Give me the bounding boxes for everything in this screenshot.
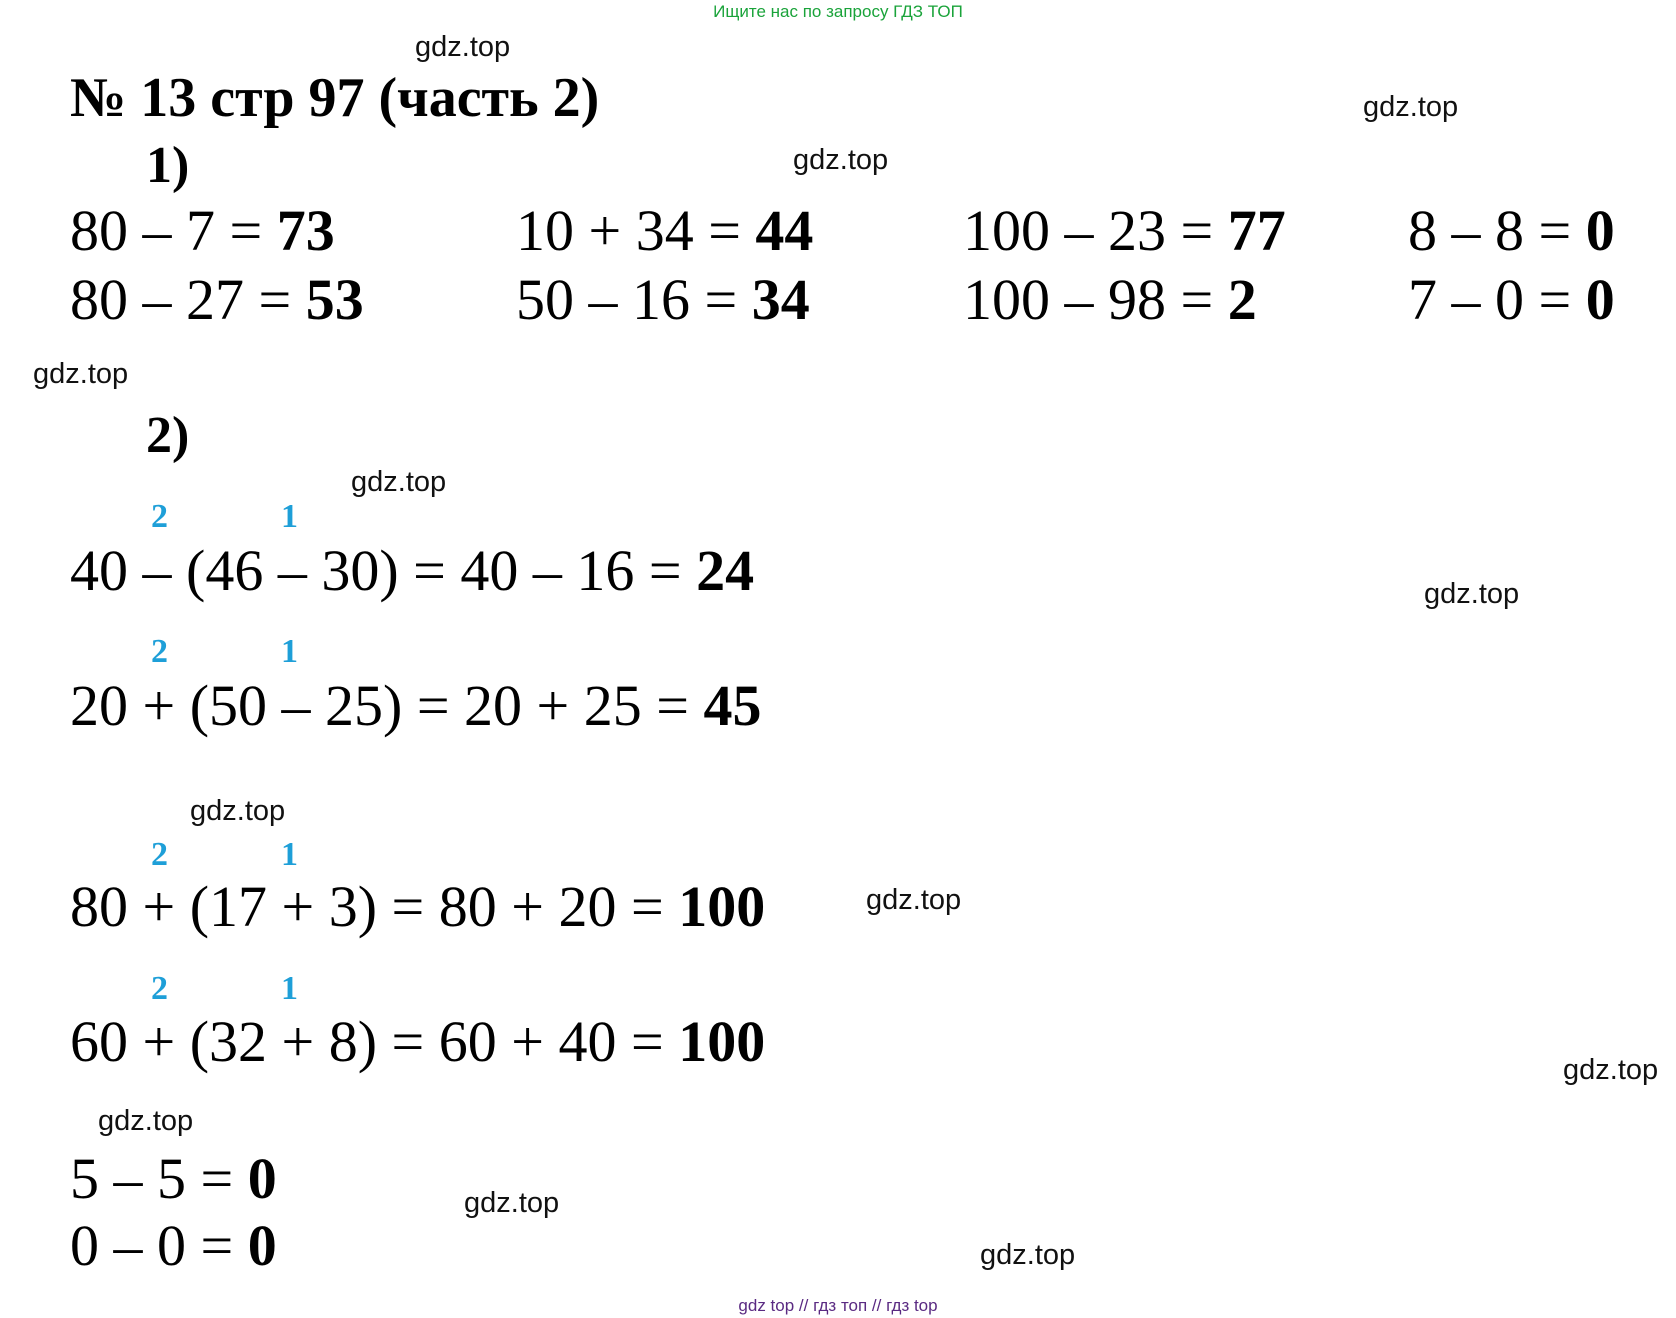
equation-answer: 0	[1585, 198, 1615, 263]
part2-extra-equation: 5 – 5 = 0	[70, 1146, 277, 1211]
action-order-mark: 1	[281, 633, 298, 670]
watermark: gdz.top	[1563, 1054, 1659, 1086]
watermark: gdz.top	[980, 1239, 1076, 1271]
watermark: gdz.top	[793, 144, 889, 176]
equation-answer: 73	[276, 198, 335, 263]
equation-answer: 0	[247, 1146, 277, 1211]
watermark: gdz.top	[98, 1105, 194, 1137]
equation-answer: 45	[703, 673, 762, 738]
part2-label: 2)	[146, 407, 190, 464]
watermark: gdz.top	[1363, 91, 1459, 123]
part1-equation: 8 – 8 = 0	[1408, 198, 1615, 263]
watermark: gdz.top	[33, 358, 129, 390]
equation-answer: 0	[1585, 267, 1615, 332]
equation-answer: 44	[755, 198, 814, 263]
equation-answer: 77	[1227, 198, 1286, 263]
watermark: gdz.top	[866, 884, 962, 916]
part1-equation: 80 – 7 = 73	[70, 198, 335, 263]
watermark: gdz.top	[1424, 578, 1520, 610]
part1-equation: 100 – 23 = 77	[963, 198, 1286, 263]
equation-answer: 34	[751, 267, 810, 332]
watermark: gdz.top	[351, 466, 447, 498]
part2-equation: 80 + (17 + 3) = 80 + 20 = 100	[70, 874, 766, 939]
watermark: gdz.top	[415, 31, 511, 63]
equation-answer: 24	[696, 538, 755, 603]
part2-extra-equation: 0 – 0 = 0	[70, 1213, 277, 1278]
action-order-mark: 2	[151, 498, 168, 535]
part2-equation: 40 – (46 – 30) = 40 – 16 = 24	[70, 538, 755, 603]
equation-answer: 2	[1227, 267, 1257, 332]
part2-equation: 20 + (50 – 25) = 20 + 25 = 45	[70, 673, 762, 738]
part1-equation: 100 – 98 = 2	[963, 267, 1257, 332]
action-order-mark: 2	[151, 836, 168, 873]
action-order-mark: 1	[281, 970, 298, 1007]
top-banner: Ищите нас по запросу ГДЗ ТОП	[713, 2, 963, 21]
watermark: gdz.top	[190, 795, 286, 827]
action-order-mark: 1	[281, 836, 298, 873]
watermark: gdz.top	[464, 1187, 560, 1219]
action-order-mark: 2	[151, 970, 168, 1007]
equation-answer: 100	[678, 1009, 766, 1074]
equation-answer: 0	[247, 1213, 277, 1278]
part1-equation: 10 + 34 = 44	[516, 198, 814, 263]
equation-answer: 53	[305, 267, 364, 332]
part1-equation: 7 – 0 = 0	[1408, 267, 1615, 332]
action-order-mark: 1	[281, 498, 298, 535]
part1-label: 1)	[146, 137, 190, 194]
action-order-mark: 2	[151, 633, 168, 670]
footer-links: gdz top // гдз топ // гдз top	[738, 1296, 938, 1315]
part2-equation: 60 + (32 + 8) = 60 + 40 = 100	[70, 1009, 766, 1074]
part1-equation: 80 – 27 = 53	[70, 267, 364, 332]
part1-equation: 50 – 16 = 34	[516, 267, 810, 332]
page-title: № 13 стр 97 (часть 2)	[70, 67, 600, 129]
equation-answer: 100	[678, 874, 766, 939]
